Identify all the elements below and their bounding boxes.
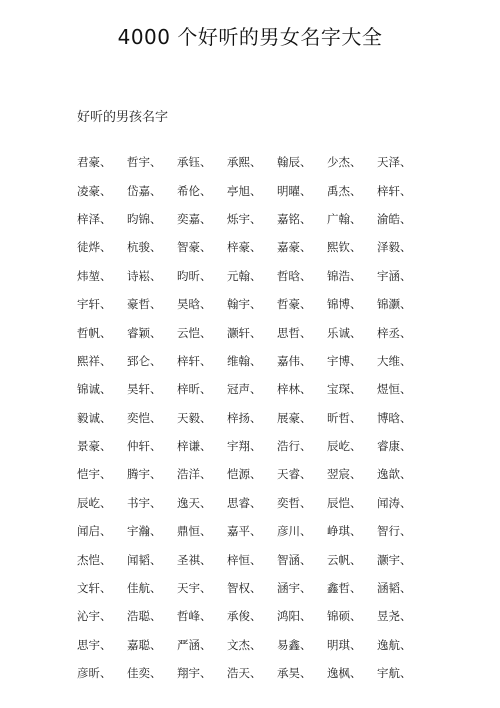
document-title: 4000 个好听的男女名字大全	[117, 25, 383, 49]
name-entry: 圣祺、	[177, 552, 212, 567]
name-entry: 逸航、	[377, 637, 412, 652]
section-heading: 好听的男孩名字	[77, 110, 169, 125]
name-entry: 宇博、	[327, 353, 362, 368]
name-entry: 梓昕、	[177, 382, 212, 397]
name-entry: 熙祥、	[77, 353, 112, 368]
name-entry: 思宇、	[77, 637, 112, 652]
name-entry: 灏宇、	[377, 552, 412, 567]
name-entry: 奕恺、	[127, 410, 162, 425]
names-row	[77, 631, 427, 659]
name-entry: 恺宇、	[77, 467, 112, 482]
name-entry: 睿康、	[377, 439, 412, 454]
names-row	[77, 517, 427, 545]
name-entry: 维翰、	[227, 353, 262, 368]
name-entry: 熙钦、	[327, 240, 362, 255]
name-entry: 广翰、	[327, 211, 362, 226]
name-entry: 浩天、	[227, 666, 262, 681]
name-entry: 昊晗、	[177, 297, 212, 312]
name-entry: 诗崧、	[127, 268, 162, 283]
name-entry: 昊轩、	[127, 382, 162, 397]
name-entry: 峥琪、	[327, 524, 362, 539]
name-entry: 锦硕、	[327, 609, 362, 624]
names-row	[77, 375, 427, 403]
name-entry: 天毅、	[177, 410, 212, 425]
name-entry: 辰屹、	[327, 439, 362, 454]
name-entry: 鼎恒、	[177, 524, 212, 539]
name-entry: 展豪、	[277, 410, 312, 425]
name-entry: 灏轩、	[227, 325, 262, 340]
name-entry: 宇轩、	[77, 297, 112, 312]
name-entry: 嘉平、	[227, 524, 262, 539]
name-entry: 烁宇、	[227, 211, 262, 226]
name-entry: 徒烨、	[77, 240, 112, 255]
name-entry: 哲豪、	[277, 297, 312, 312]
names-row	[77, 659, 427, 687]
name-entry: 思哲、	[277, 325, 312, 340]
name-entry: 希伦、	[177, 183, 212, 198]
names-row	[77, 290, 427, 318]
name-entry: 易鑫、	[277, 637, 312, 652]
names-row	[77, 148, 427, 176]
name-entry: 宇航、	[377, 666, 412, 681]
name-entry: 昱尧、	[377, 609, 412, 624]
name-entry: 炜堃、	[77, 268, 112, 283]
name-entry: 毅诚、	[77, 410, 112, 425]
name-entry: 辰恺、	[327, 495, 362, 510]
name-entry: 哲峰、	[177, 609, 212, 624]
name-entry: 梓豪、	[227, 240, 262, 255]
name-entry: 沁宇、	[77, 609, 112, 624]
name-entry: 闻韬、	[127, 552, 162, 567]
name-entry: 奕嘉、	[177, 211, 212, 226]
name-entry: 豪哲、	[127, 297, 162, 312]
name-entry: 嘉豪、	[277, 240, 312, 255]
name-entry: 昕哲、	[327, 410, 362, 425]
names-row	[77, 176, 427, 204]
name-entry: 腾宇、	[127, 467, 162, 482]
name-entry: 嘉聪、	[127, 637, 162, 652]
names-row	[77, 262, 427, 290]
name-entry: 昀昕、	[177, 268, 212, 283]
name-entry: 嘉铭、	[277, 211, 312, 226]
names-row	[77, 318, 427, 346]
name-entry: 翔宇、	[177, 666, 212, 681]
name-entry: 智权、	[227, 581, 262, 596]
name-entry: 逸天、	[177, 495, 212, 510]
name-entry: 辰屹、	[77, 495, 112, 510]
name-entry: 博晗、	[377, 410, 412, 425]
name-entry: 文轩、	[77, 581, 112, 596]
name-entry: 翰宇、	[227, 297, 262, 312]
name-entry: 闻涛、	[377, 495, 412, 510]
name-entry: 浩行、	[277, 439, 312, 454]
names-row	[77, 489, 427, 517]
names-list	[77, 148, 427, 687]
name-entry: 涵宇、	[277, 581, 312, 596]
name-entry: 梓林、	[277, 382, 312, 397]
name-entry: 逸枫、	[327, 666, 362, 681]
name-entry: 岱嘉、	[127, 183, 162, 198]
name-entry: 嘉伟、	[277, 353, 312, 368]
names-row	[77, 404, 427, 432]
name-entry: 智行、	[377, 524, 412, 539]
name-entry: 智涵、	[277, 552, 312, 567]
name-entry: 涵韬、	[377, 581, 412, 596]
names-row	[77, 602, 427, 630]
name-entry: 仲轩、	[127, 439, 162, 454]
name-entry: 禹杰、	[327, 183, 362, 198]
name-entry: 煜恒、	[377, 382, 412, 397]
name-entry: 锦博、	[327, 297, 362, 312]
name-entry: 大维、	[377, 353, 412, 368]
name-entry: 翌宸、	[327, 467, 362, 482]
name-entry: 亭旭、	[227, 183, 262, 198]
name-entry: 哲宇、	[127, 155, 162, 170]
name-entry: 浩洋、	[177, 467, 212, 482]
name-entry: 宇翔、	[227, 439, 262, 454]
names-row	[77, 545, 427, 573]
names-row	[77, 432, 427, 460]
name-entry: 景豪、	[77, 439, 112, 454]
name-entry: 闻启、	[77, 524, 112, 539]
name-entry: 承俊、	[227, 609, 262, 624]
name-entry: 元翰、	[227, 268, 262, 283]
name-entry: 佳航、	[127, 581, 162, 596]
names-row	[77, 233, 427, 261]
name-entry: 奕哲、	[277, 495, 312, 510]
names-row	[77, 574, 427, 602]
name-entry: 佳奕、	[127, 666, 162, 681]
name-entry: 宇瀚、	[127, 524, 162, 539]
name-entry: 梓扬、	[227, 410, 262, 425]
name-entry: 云恺、	[177, 325, 212, 340]
name-entry: 乐诚、	[327, 325, 362, 340]
name-entry: 梓泽、	[77, 211, 112, 226]
name-entry: 严涵、	[177, 637, 212, 652]
name-entry: 睿颖、	[127, 325, 162, 340]
name-entry: 梓轩、	[177, 353, 212, 368]
name-entry: 杭骏、	[127, 240, 162, 255]
name-entry: 承熙、	[227, 155, 262, 170]
name-entry: 冠声、	[227, 382, 262, 397]
name-entry: 梓轩、	[377, 183, 412, 198]
name-entry: 杰恺、	[77, 552, 112, 567]
names-row	[77, 205, 427, 233]
name-entry: 梓丞、	[377, 325, 412, 340]
name-entry: 云帆、	[327, 552, 362, 567]
name-entry: 承昊、	[277, 666, 312, 681]
name-entry: 书宇、	[127, 495, 162, 510]
name-entry: 明曜、	[277, 183, 312, 198]
name-entry: 渝皓、	[377, 211, 412, 226]
name-entry: 泽毅、	[377, 240, 412, 255]
name-entry: 天宇、	[177, 581, 212, 596]
name-entry: 恺源、	[227, 467, 262, 482]
name-entry: 鸿阳、	[277, 609, 312, 624]
name-entry: 锦浩、	[327, 268, 362, 283]
name-entry: 彦昕、	[77, 666, 112, 681]
name-entry: 智豪、	[177, 240, 212, 255]
name-entry: 锦诚、	[77, 382, 112, 397]
name-entry: 哲帆、	[77, 325, 112, 340]
names-row	[77, 460, 427, 488]
names-row	[77, 347, 427, 375]
name-entry: 昀锦、	[127, 211, 162, 226]
name-entry: 鑫哲、	[327, 581, 362, 596]
name-entry: 天泽、	[377, 155, 412, 170]
name-entry: 宇涵、	[377, 268, 412, 283]
name-entry: 浩聪、	[127, 609, 162, 624]
name-entry: 天睿、	[277, 467, 312, 482]
name-entry: 翰辰、	[277, 155, 312, 170]
name-entry: 思睿、	[227, 495, 262, 510]
name-entry: 逸歆、	[377, 467, 412, 482]
name-entry: 凌豪、	[77, 183, 112, 198]
name-entry: 承钰、	[177, 155, 212, 170]
name-entry: 明琪、	[327, 637, 362, 652]
name-entry: 君豪、	[77, 155, 112, 170]
name-entry: 文杰、	[227, 637, 262, 652]
name-entry: 少杰、	[327, 155, 362, 170]
name-entry: 锦灏、	[377, 297, 412, 312]
name-entry: 梓恒、	[227, 552, 262, 567]
name-entry: 梓谦、	[177, 439, 212, 454]
name-entry: 郅仑、	[127, 353, 162, 368]
name-entry: 宝琛、	[327, 382, 362, 397]
name-entry: 彦川、	[277, 524, 312, 539]
name-entry: 哲晗、	[277, 268, 312, 283]
